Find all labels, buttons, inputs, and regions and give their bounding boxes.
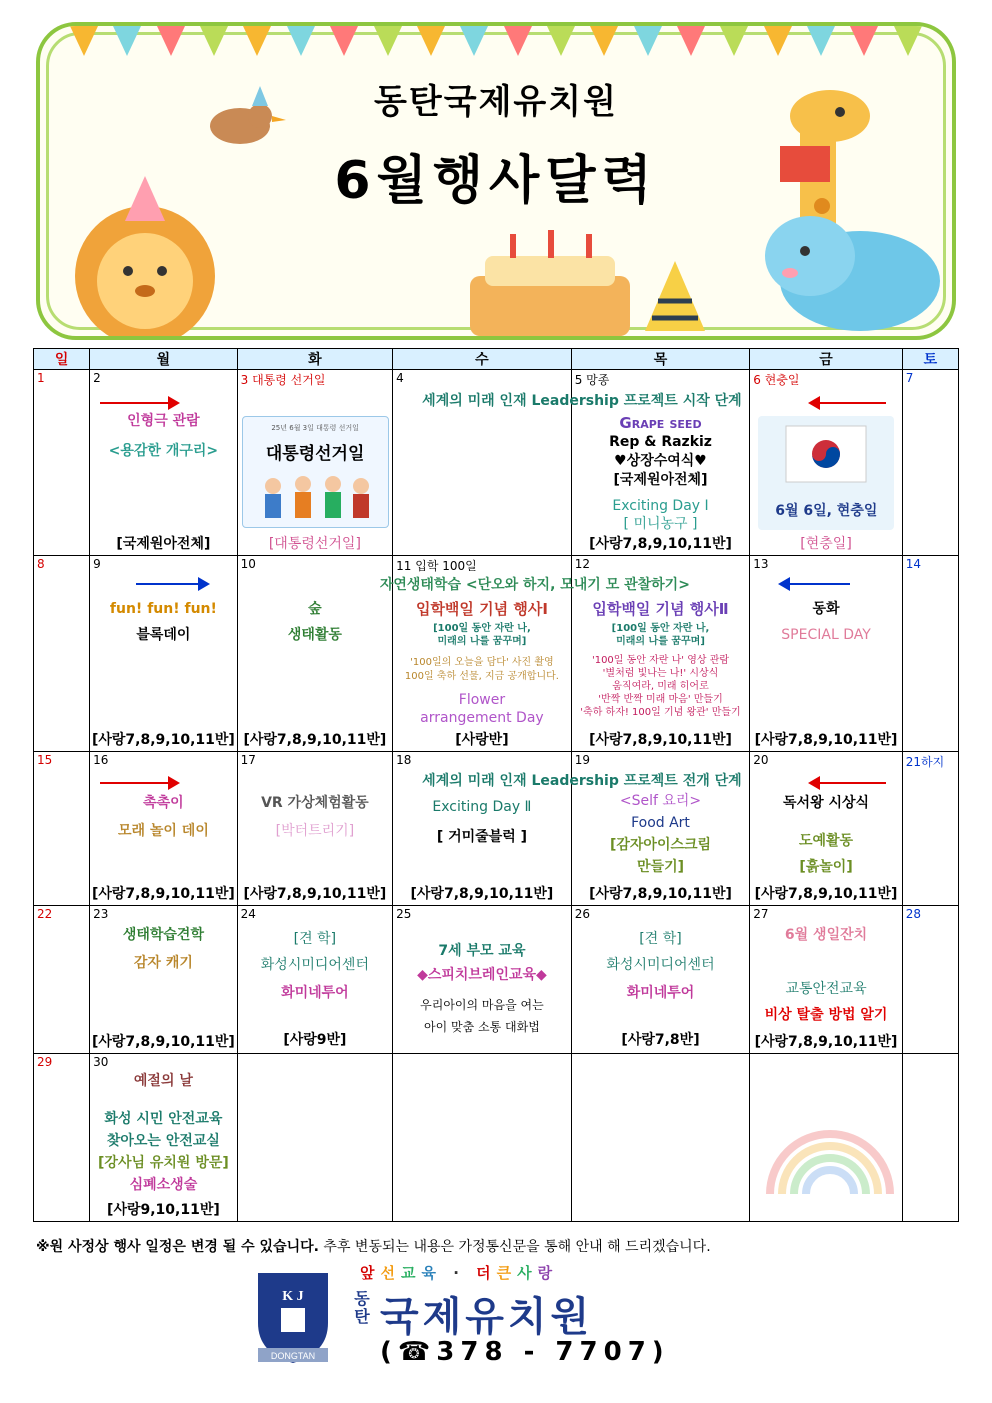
day-number: 25 — [396, 907, 412, 921]
arrow-right-icon — [136, 583, 208, 585]
calendar-table — [33, 348, 959, 1222]
day-number: 23 — [93, 907, 109, 921]
arrow-left-icon — [810, 782, 886, 784]
event-line: 숲 — [308, 601, 322, 617]
event-line: 7세 부모 교육 — [438, 943, 526, 959]
poster-title: 6월 6일, 현충일 — [775, 503, 878, 519]
event-line: 아이 맞춤 소통 대화법 — [424, 1020, 540, 1034]
event-line: 동화 — [812, 601, 840, 617]
event-line: '별처럼 빛나는 나!' 시상식 — [602, 668, 719, 679]
day-number: 9 — [93, 557, 101, 571]
week-row-2 — [34, 556, 959, 752]
day-number: 3 대통령 선거일 — [240, 373, 326, 387]
school-name: 동탄국제유치원 — [374, 82, 618, 122]
event-line: [국제원아전체] — [613, 472, 708, 488]
day-number: 21하지 — [905, 755, 945, 769]
event-line: [견 학] — [639, 931, 682, 947]
day-number: 22 — [37, 907, 53, 921]
event-line: 찾아오는 안전교실 — [106, 1133, 220, 1149]
people-illustration — [243, 464, 388, 524]
header-banner — [36, 22, 956, 340]
event-line: [박터트리기] — [275, 823, 355, 839]
event-line: [견 학] — [293, 931, 337, 947]
day-cell — [237, 906, 393, 1054]
event-line: Exciting Day Ⅰ — [612, 498, 709, 514]
event-line: [강사님 유치원 방문] — [98, 1155, 229, 1171]
event-line: 6월 생일잔치 — [784, 927, 868, 943]
day-cell — [90, 1054, 237, 1222]
day-number: 11 입학 100일 — [396, 559, 477, 573]
event-target: [사랑9반] — [283, 1032, 347, 1048]
day-number: 20 — [753, 753, 769, 767]
day-cell — [571, 1054, 750, 1222]
arrow-left-icon — [780, 583, 850, 585]
event-line: '100일의 오늘을 담다' 사진 촬영 — [410, 657, 554, 668]
event-line: 인형극 관람 — [127, 413, 200, 429]
day-number: 17 — [240, 753, 256, 767]
crest-letters: K J — [282, 1289, 304, 1304]
day-cell — [34, 556, 90, 752]
day-cell — [34, 1054, 90, 1222]
notice-text — [36, 1236, 711, 1256]
memorial-poster — [758, 416, 894, 530]
event-target: [사랑7,8,9,10,11반] — [91, 732, 235, 748]
day-number: 18 — [396, 753, 412, 767]
weekday-tue: 화 — [237, 349, 393, 370]
day-cell — [237, 1054, 393, 1222]
weekday-mon: 월 — [90, 349, 237, 370]
event-line: <용감한 개구리> — [108, 443, 219, 459]
event-line: 생태학습견학 — [122, 927, 204, 943]
bird-illustration — [190, 86, 290, 156]
event-target: [사랑7,8반] — [621, 1032, 700, 1048]
arrow-right-icon — [100, 782, 178, 784]
event-target: [사랑7,8,9,10,11반] — [754, 886, 898, 902]
event-line: [100일 동안 자란 나, — [433, 623, 531, 634]
day-cell — [34, 752, 90, 906]
event-line: 미래의 나를 꿈꾸며] — [437, 636, 527, 647]
event-target: [사랑7,8,9,10,11반] — [754, 1034, 898, 1050]
event-line: 화성시미디어센터 — [606, 957, 715, 973]
cake-illustration — [440, 226, 660, 336]
event-line: '100일 동안 자란 나' 영상 관람 — [591, 655, 730, 666]
event-line: 감자 캐기 — [133, 955, 193, 971]
crest-ribbon: DONGTAN — [270, 1351, 316, 1361]
day-cell — [393, 906, 572, 1054]
project-band: 자연생태학습 <단오와 하지, 모내기 모 관찰하기> — [379, 577, 690, 593]
korean-flag-icon — [758, 416, 894, 496]
event-line: Flower — [458, 692, 506, 708]
day-number: 29 — [37, 1055, 53, 1069]
day-number: 28 — [905, 907, 922, 921]
event-line: 입학백일 기념 행사Ⅱ — [592, 600, 729, 618]
arrow-right-icon — [100, 402, 178, 404]
day-number: 19 — [574, 753, 590, 767]
day-number: 16 — [93, 753, 109, 767]
week-row-3 — [34, 752, 959, 906]
event-line: 화미네투어 — [626, 985, 695, 1001]
phone-number: (☎378 - 7707) — [380, 1337, 670, 1367]
elephant-illustration — [750, 201, 940, 331]
event-line: [흙놀이] — [799, 859, 853, 875]
weekday-thu: 목 — [571, 349, 750, 370]
event-line: 비상 탈출 방법 알기 — [764, 1007, 888, 1023]
event-line: 촉촉이 — [143, 795, 184, 811]
day-cell — [34, 906, 90, 1054]
event-line: VR 가상체험활동 — [261, 795, 369, 811]
day-cell — [571, 906, 750, 1054]
day-number: 26 — [574, 907, 590, 921]
event-line: 독서왕 시상식 — [783, 795, 870, 811]
event-line: 입학백일 기념 행사Ⅰ — [415, 600, 548, 618]
day-cell — [90, 556, 237, 752]
election-poster — [242, 416, 389, 528]
project-band: 세계의 미래 인재 Leadership 프로젝트 전개 단계 — [422, 773, 742, 789]
day-number: 7 — [905, 371, 914, 385]
event-line: 움직여라, 미래 히어로 — [612, 681, 709, 692]
week-row-4 — [34, 906, 959, 1054]
event-line: [ 거미줄블럭 ] — [436, 829, 528, 845]
party-hat-illustration — [640, 256, 710, 336]
day-number: 6 현충일 — [753, 373, 800, 387]
day-cell — [34, 370, 90, 556]
event-line: Grape seed — [619, 414, 702, 432]
event-line: Exciting Day Ⅱ — [432, 799, 532, 815]
day-cell — [902, 556, 958, 752]
logo-prefix: 동탄 — [354, 1289, 370, 1326]
event-line: Food Art — [631, 815, 690, 831]
bunting-flags — [70, 26, 922, 66]
event-target: [사랑7,8,9,10,11반] — [91, 1034, 235, 1050]
notice-bold: ※원 사정상 행사 일정은 변경 될 수 있습니다. — [36, 1239, 319, 1255]
day-number: 12 — [574, 557, 590, 571]
event-line: <Self 요리> — [619, 793, 702, 809]
day-cell — [393, 1054, 572, 1222]
event-line: 화미네투어 — [281, 985, 349, 1001]
day-cell — [90, 906, 237, 1054]
event-line: 화성시미디어센터 — [260, 957, 369, 973]
event-target: [현충일] — [800, 536, 852, 552]
weekday-sun: 일 — [34, 349, 90, 370]
day-number: 1 — [37, 371, 45, 385]
logo-name: 국제유치원 — [380, 1294, 594, 1340]
week-row-5 — [34, 1054, 959, 1222]
event-line: 생태활동 — [287, 627, 342, 643]
event-line: 100일 축하 선물, 지금 공개합니다. — [404, 671, 559, 682]
event-target: [사랑7,8,9,10,11반] — [754, 732, 898, 748]
school-crest-logo — [248, 1268, 338, 1368]
event-line: 심폐소생술 — [129, 1177, 198, 1193]
event-line: fun! fun! fun! — [109, 601, 217, 617]
poster-title: 대통령선거일 — [265, 444, 365, 464]
event-line: 화성 시민 안전교육 — [104, 1111, 223, 1127]
arrow-left-icon — [810, 402, 886, 404]
event-line: Rep & Razkiz — [609, 434, 712, 450]
event-line: '축하 하자! 100일 기념 왕관' 만들기 — [580, 707, 741, 718]
event-target: [사랑7,8,9,10,11반] — [410, 886, 554, 902]
project-band: 세계의 미래 인재 Leadership 프로젝트 시작 단계 — [422, 393, 742, 409]
event-target: [사랑7,8,9,10,11반] — [243, 886, 387, 902]
event-line: ◆스피치브레인교육◆ — [417, 967, 547, 983]
day-cell — [90, 370, 237, 556]
day-number: 24 — [240, 907, 256, 921]
event-line: 우리아이의 마음을 여는 — [420, 998, 544, 1012]
event-line: [ 미니농구 ] — [623, 516, 698, 532]
day-cell — [902, 1054, 958, 1222]
event-line: arrangement Day — [420, 710, 544, 726]
event-line: 모래 놀이 데이 — [117, 823, 209, 839]
day-number: 8 — [37, 557, 45, 571]
event-line: 만들기] — [637, 859, 684, 875]
day-cell — [902, 906, 958, 1054]
event-target: [대통령선거일] — [268, 536, 361, 552]
event-line: 블록데이 — [136, 627, 191, 643]
day-number: 30 — [93, 1055, 109, 1069]
week-row-1 — [34, 370, 959, 556]
event-target: [사랑7,8,9,10,11반] — [589, 732, 732, 748]
day-number: 27 — [753, 907, 769, 921]
day-number: 2 — [93, 371, 101, 385]
event-line: ♥상장수여식♥ — [614, 453, 707, 469]
day-number: 5 망종 — [574, 373, 610, 387]
slogan: 앞선교육 · 더큰사랑 — [360, 1264, 559, 1282]
event-target: [사랑9,10,11반] — [107, 1202, 220, 1218]
event-line: '반짝 반짝 미래 마음' 만들기 — [598, 694, 723, 705]
day-number: 13 — [753, 557, 769, 571]
notice-rest: 추후 변동되는 내용은 가정통신문을 통해 안내 해 드리겠습니다. — [318, 1239, 711, 1255]
event-line: 미래의 나를 꿈꾸며] — [616, 636, 705, 647]
day-number: 14 — [905, 557, 922, 571]
event-line: 교통안전교육 — [785, 981, 867, 997]
day-number: 4 — [396, 371, 404, 385]
weekday-wed: 수 — [393, 349, 572, 370]
day-cell — [750, 1054, 902, 1222]
day-number: 10 — [240, 557, 256, 571]
event-target: [사랑7,8,9,10,11반] — [589, 536, 732, 552]
lion-illustration — [60, 176, 230, 336]
event-line: 예절의 날 — [133, 1073, 193, 1089]
event-line: SPECIAL DAY — [781, 627, 871, 643]
event-line: [감자아이스크림 — [609, 837, 712, 853]
day-cell — [750, 906, 902, 1054]
rainbow-illustration — [760, 1074, 900, 1204]
day-cell — [90, 752, 237, 906]
weekday-fri: 금 — [750, 349, 902, 370]
day-number: 15 — [37, 753, 53, 767]
event-target: [사랑7,8,9,10,11반] — [91, 886, 235, 902]
event-target: [사랑7,8,9,10,11반] — [243, 732, 387, 748]
event-target: [사랑7,8,9,10,11반] — [589, 886, 732, 902]
poster-caption: 25년 6월 3일 대통령 선거일 — [271, 424, 359, 432]
event-line: [100일 동안 자란 나, — [611, 623, 710, 634]
weekday-header-row — [34, 349, 959, 370]
event-line: 도예활동 — [798, 833, 854, 849]
event-target: [국제원아전체] — [116, 536, 211, 552]
page-title: 6월행사달력 — [334, 151, 658, 211]
weekday-sat: 토 — [902, 349, 958, 370]
event-target: [사랑반] — [455, 732, 509, 748]
